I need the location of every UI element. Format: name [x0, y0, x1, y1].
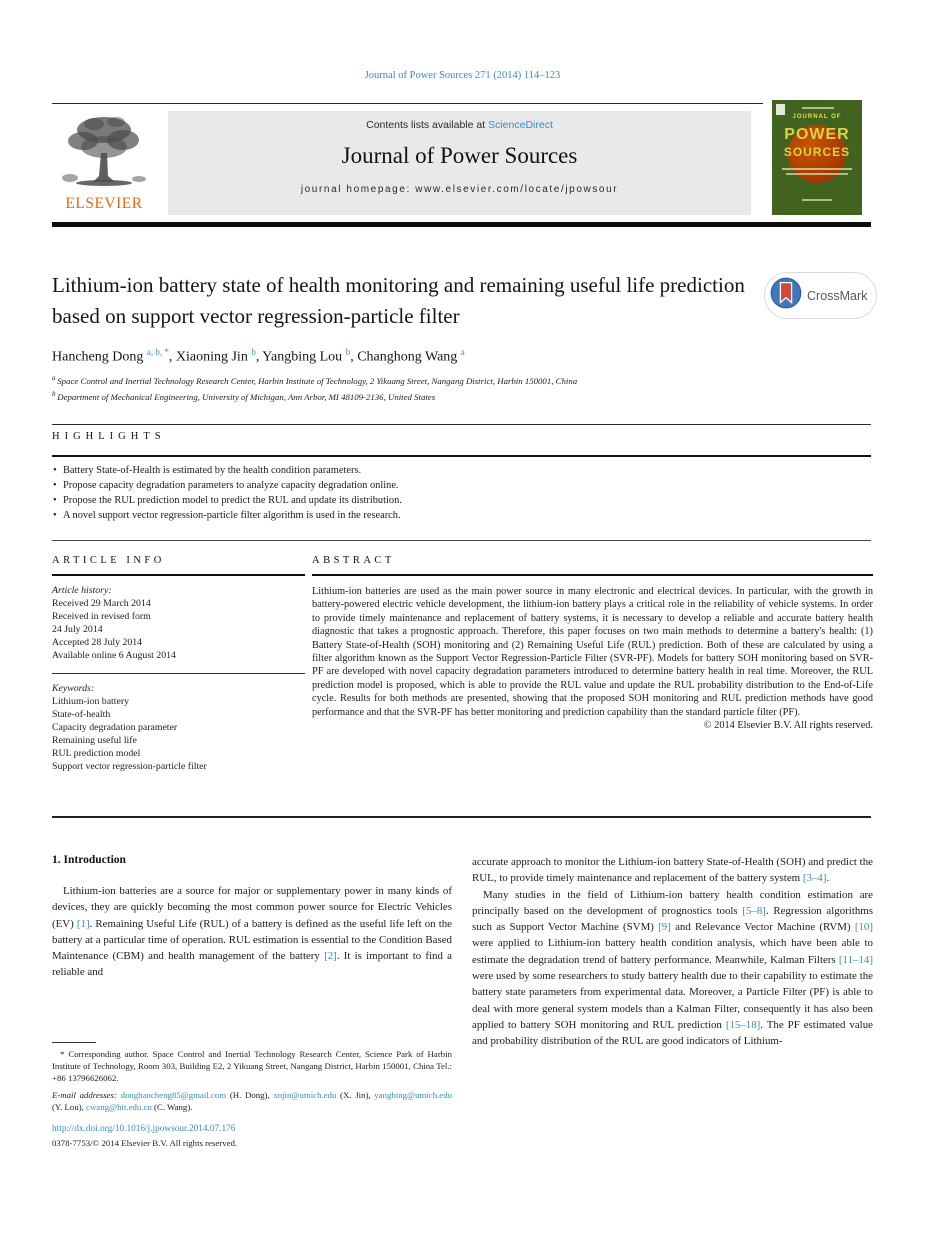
text-segment: b — [345, 347, 351, 357]
inline-link[interactable]: ScienceDirect — [488, 119, 553, 131]
highlights-heading: HIGHLIGHTS — [52, 431, 166, 442]
text-segment: Hancheng Dong — [52, 349, 147, 365]
text-segment: . Remaining Useful Life (RUL) of a battery is defined as the useful life left on the battery at a particular time of operation. RUL estimation is essential to the Condition Based Maintenance (CBM) and health management of the battery — [52, 917, 453, 963]
abstract-copyright: © 2014 Elsevier B.V. All rights reserved. — [703, 720, 873, 732]
keywords-label: Keywords: — [52, 683, 95, 694]
history-line: Received in revised form — [52, 611, 151, 622]
text-segment: . — [826, 872, 830, 885]
keywords-list — [52, 695, 305, 773]
citation-ref[interactable]: [5–8] — [742, 904, 766, 917]
affiliations — [52, 372, 577, 404]
intro-paragraph-2 — [472, 887, 873, 1050]
contents-lists-line — [168, 119, 751, 131]
citation-ref[interactable]: [11–14] — [838, 953, 873, 966]
highlight-item: • Battery State-of-Health is estimated by the health condition parameters. — [52, 463, 871, 478]
inline-link[interactable]: donghancheng85@gmail.com — [120, 1090, 227, 1100]
corresponding-author-note: * Corresponding author. Space Control and Inertial Technology Research Center, Science Park of Harbin Institute of Technology, Room 303, Building E2, 2 Yikuang Street, Nangang District, Harbin 150001, China Tel.: +86 13796626062. — [52, 1049, 452, 1083]
text-segment: (C. Wang). — [151, 1102, 193, 1112]
inline-link[interactable]: xnjin@umich.edu — [273, 1090, 337, 1100]
issn-copyright-line: 0378-7753/© 2014 Elsevier B.V. All rights reserved. — [52, 1138, 238, 1148]
text-segment: (H. Dong), — [226, 1090, 274, 1100]
text-segment: . The PF estimated value and probability distribution of the RUL are good indicators of Lithium- — [472, 1018, 873, 1048]
body-column-right — [472, 854, 873, 1050]
top-rule — [52, 103, 763, 104]
inline-link[interactable]: yangbing@umich.edu — [374, 1090, 452, 1100]
text-segment: Many studies in the field of Lithium-ion battery health condition estimation are principally based on the development of prognostics tools — [472, 888, 873, 917]
doi-link[interactable]: http://dx.doi.org/10.1016/j.jpowsour.2014.07.176 — [52, 1124, 236, 1134]
abstract-text: Lithium-ion batteries are used as the main power source in many electronic and electrical devices. In particular, with the growth in battery-powered electric vehicle development, the lithium-ion battery plays a critical role in the reliability of vehicle systems. In order to provide timely maintenance and replacement of battery systems, it is necessary to develop a reliable and accurate battery health diagnostic that takes a prognostic approach. Therefore, this paper focuses on two main methods to determine a battery's health: (1) Battery State-of-Health (SOH) monitoring and (2) Remaining Useful Life (RUL) prediction. Both of these are calculated by using a filter algorithm known as the Support Vector Regression-Particle Filter (SVR-PF). Models for battery SOH monitoring based on SVR-PF are developed with novel capacity degradation parameters introduced to determine battery health in real time. Moreover, the RUL prediction model is proposed, which is able to provide the RUL value and update the RUL probability distribution to the End-of-Life cycle. Results for both methods are presented, showing that the proposed SOH monitoring and RUL prediction methods have good performance and that the SVR-PF has better monitoring and prediction capability than the standard particle filter (PF). — [312, 586, 873, 718]
cover-title-power: POWER — [784, 126, 850, 143]
history-line: Accepted 28 July 2014 — [52, 637, 143, 648]
citation-ref[interactable]: [15–18] — [725, 1018, 761, 1031]
text-segment: (X. Jin), — [336, 1090, 375, 1100]
text-segment: , Yangbing Lou — [255, 349, 346, 365]
text-segment: b — [251, 347, 256, 357]
keyword: Capacity degradation parameter — [52, 722, 178, 733]
text-segment: , Changhong Wang — [350, 349, 461, 365]
text-segment: a — [52, 374, 58, 382]
citation-ref[interactable]: [3–4] — [802, 872, 827, 885]
intro-paragraph-1-cont — [472, 854, 873, 887]
article-info-column — [52, 555, 305, 773]
journal-homepage-link[interactable]: journal homepage: www.elsevier.com/locate/jpowsour — [300, 184, 619, 195]
text-segment: a — [460, 347, 465, 357]
text-segment: and Relevance Vector Machine (RVM) — [670, 921, 855, 934]
abstract-column — [312, 555, 873, 731]
highlights-mid-rule — [52, 455, 871, 457]
text-segment: E-mail addresses: — [52, 1090, 121, 1100]
body-top-rule — [52, 816, 871, 818]
article-history-list — [52, 597, 305, 662]
email-addresses-line — [52, 1089, 452, 1113]
text-segment: b — [52, 389, 58, 398]
cover-bottom-text-bar — [802, 199, 832, 201]
citation-ref[interactable]: [10] — [854, 921, 873, 934]
citation-ref[interactable]: [1] — [76, 917, 90, 930]
citation-ref[interactable]: [9] — [658, 921, 671, 934]
text-segment: . Regression algorithms such as Support Vector Machine (SVM) — [472, 904, 874, 934]
cover-title-sources: SOURCES — [783, 145, 851, 159]
footnote-rule — [52, 1042, 96, 1043]
intro-paragraph-1 — [52, 883, 452, 981]
keyword: Remaining useful life — [52, 735, 137, 746]
cover-journal-of-label: JOURNAL OF — [792, 114, 842, 120]
text-segment: a, b, * — [146, 347, 169, 357]
text-segment: accurate approach to monitor the Lithium-ion battery State-of-Health (SOH) and predict the RUL, to provide timely maintenance and replacement of the battery system — [472, 856, 873, 885]
text-segment: were used by some researchers to study battery health due to their capability to estimate the battery state parameters from experimental data. Moreover, a Particle Filter (PF) is able to deal with more general system models than a Kalman Filter, consequently it has also been applied to battery SOH monitoring and RUL prediction — [472, 970, 873, 1031]
highlights-top-rule — [52, 424, 871, 425]
highlight-item: • Propose the RUL prediction model to predict the RUL and update its distribution. — [52, 493, 871, 508]
affiliation-b — [52, 388, 577, 404]
keyword: State-of-health — [52, 709, 111, 720]
text-segment: Department of Mechanical Engineering, University of Michigan, Ann Arbor, MI 48109-2136, United States — [57, 391, 436, 402]
crossmark-badge[interactable] — [764, 272, 877, 319]
article-info-heading: ARTICLE INFO — [52, 555, 165, 566]
text-segment: were applied to Lithium-ion battery health condition analysis, which have been able to estimate the degradation trend of battery performance. Meanwhile, Kalman Filters — [472, 937, 873, 966]
inline-link[interactable]: cwang@hit.edu.cn — [86, 1102, 152, 1112]
highlight-item: • Propose capacity degradation parameters to analyze capacity degradation online. — [52, 478, 871, 493]
history-line: Received 29 March 2014 — [52, 598, 151, 609]
crossmark-label: CrossMark — [807, 288, 868, 303]
highlights-bottom-rule — [52, 540, 871, 541]
crossmark-icon — [770, 277, 802, 314]
footnote-block — [52, 1042, 452, 1113]
keyword: RUL prediction model — [52, 748, 141, 759]
header-citation[interactable]: Journal of Power Sources 271 (2014) 114–123 — [364, 70, 561, 81]
journal-cover-thumbnail — [772, 100, 862, 215]
abstract-rule — [312, 574, 873, 576]
elsevier-wordmark: ELSEVIER — [65, 195, 143, 212]
journal-title: Journal of Power Sources — [341, 143, 578, 168]
text-segment: Space Control and Inertial Technology Research Center, Harbin Institute of Technology, 2 Yikuang Street, Nangang District, Harbin 150001, China — [57, 375, 578, 386]
masthead-box — [168, 111, 751, 215]
highlights-list — [52, 463, 871, 523]
article-history-label: Article history: — [52, 585, 112, 596]
cover-top-text-bar — [802, 107, 834, 109]
history-line: 24 July 2014 — [52, 624, 103, 635]
cover-subtitle-bar-1 — [782, 168, 852, 170]
citation-ref[interactable]: [2] — [324, 950, 337, 963]
keyword: Support vector regression-particle filter — [52, 761, 207, 772]
text-segment: Contents lists available at — [366, 119, 489, 131]
section-1-heading: 1. Introduction — [52, 854, 126, 866]
text-segment: (Y. Lou), — [52, 1102, 87, 1112]
affiliation-a — [52, 372, 577, 388]
keyword: Lithium-ion battery — [52, 696, 129, 707]
elsevier-logo — [52, 110, 156, 216]
highlight-item: • A novel support vector regression-particle filter algorithm is used in the research. — [52, 508, 871, 523]
text-segment: Lithium-ion batteries are a source for major or supplementary power in many kinds of devices, they are quickly becoming the most common power source for Electric Vehicles (EV) — [52, 885, 452, 930]
history-line: Available online 6 August 2014 — [52, 650, 176, 661]
body-column-left — [52, 854, 452, 981]
text-segment: . It is important to find a reliable and — [52, 950, 453, 979]
elsevier-tree-icon — [58, 179, 150, 196]
text-segment: , Xiaoning Jin — [168, 349, 252, 365]
author-list — [52, 347, 465, 366]
article-title: Lithium-ion battery state of health monitoring and remaining useful life prediction based on support vector regression-particle filter — [52, 273, 745, 328]
article-info-rule — [52, 574, 305, 576]
masthead-bottom-bar — [52, 222, 871, 227]
cover-subtitle-bar-2 — [786, 173, 848, 175]
keywords-divider-rule — [52, 673, 305, 674]
abstract-heading: ABSTRACT — [312, 555, 395, 566]
